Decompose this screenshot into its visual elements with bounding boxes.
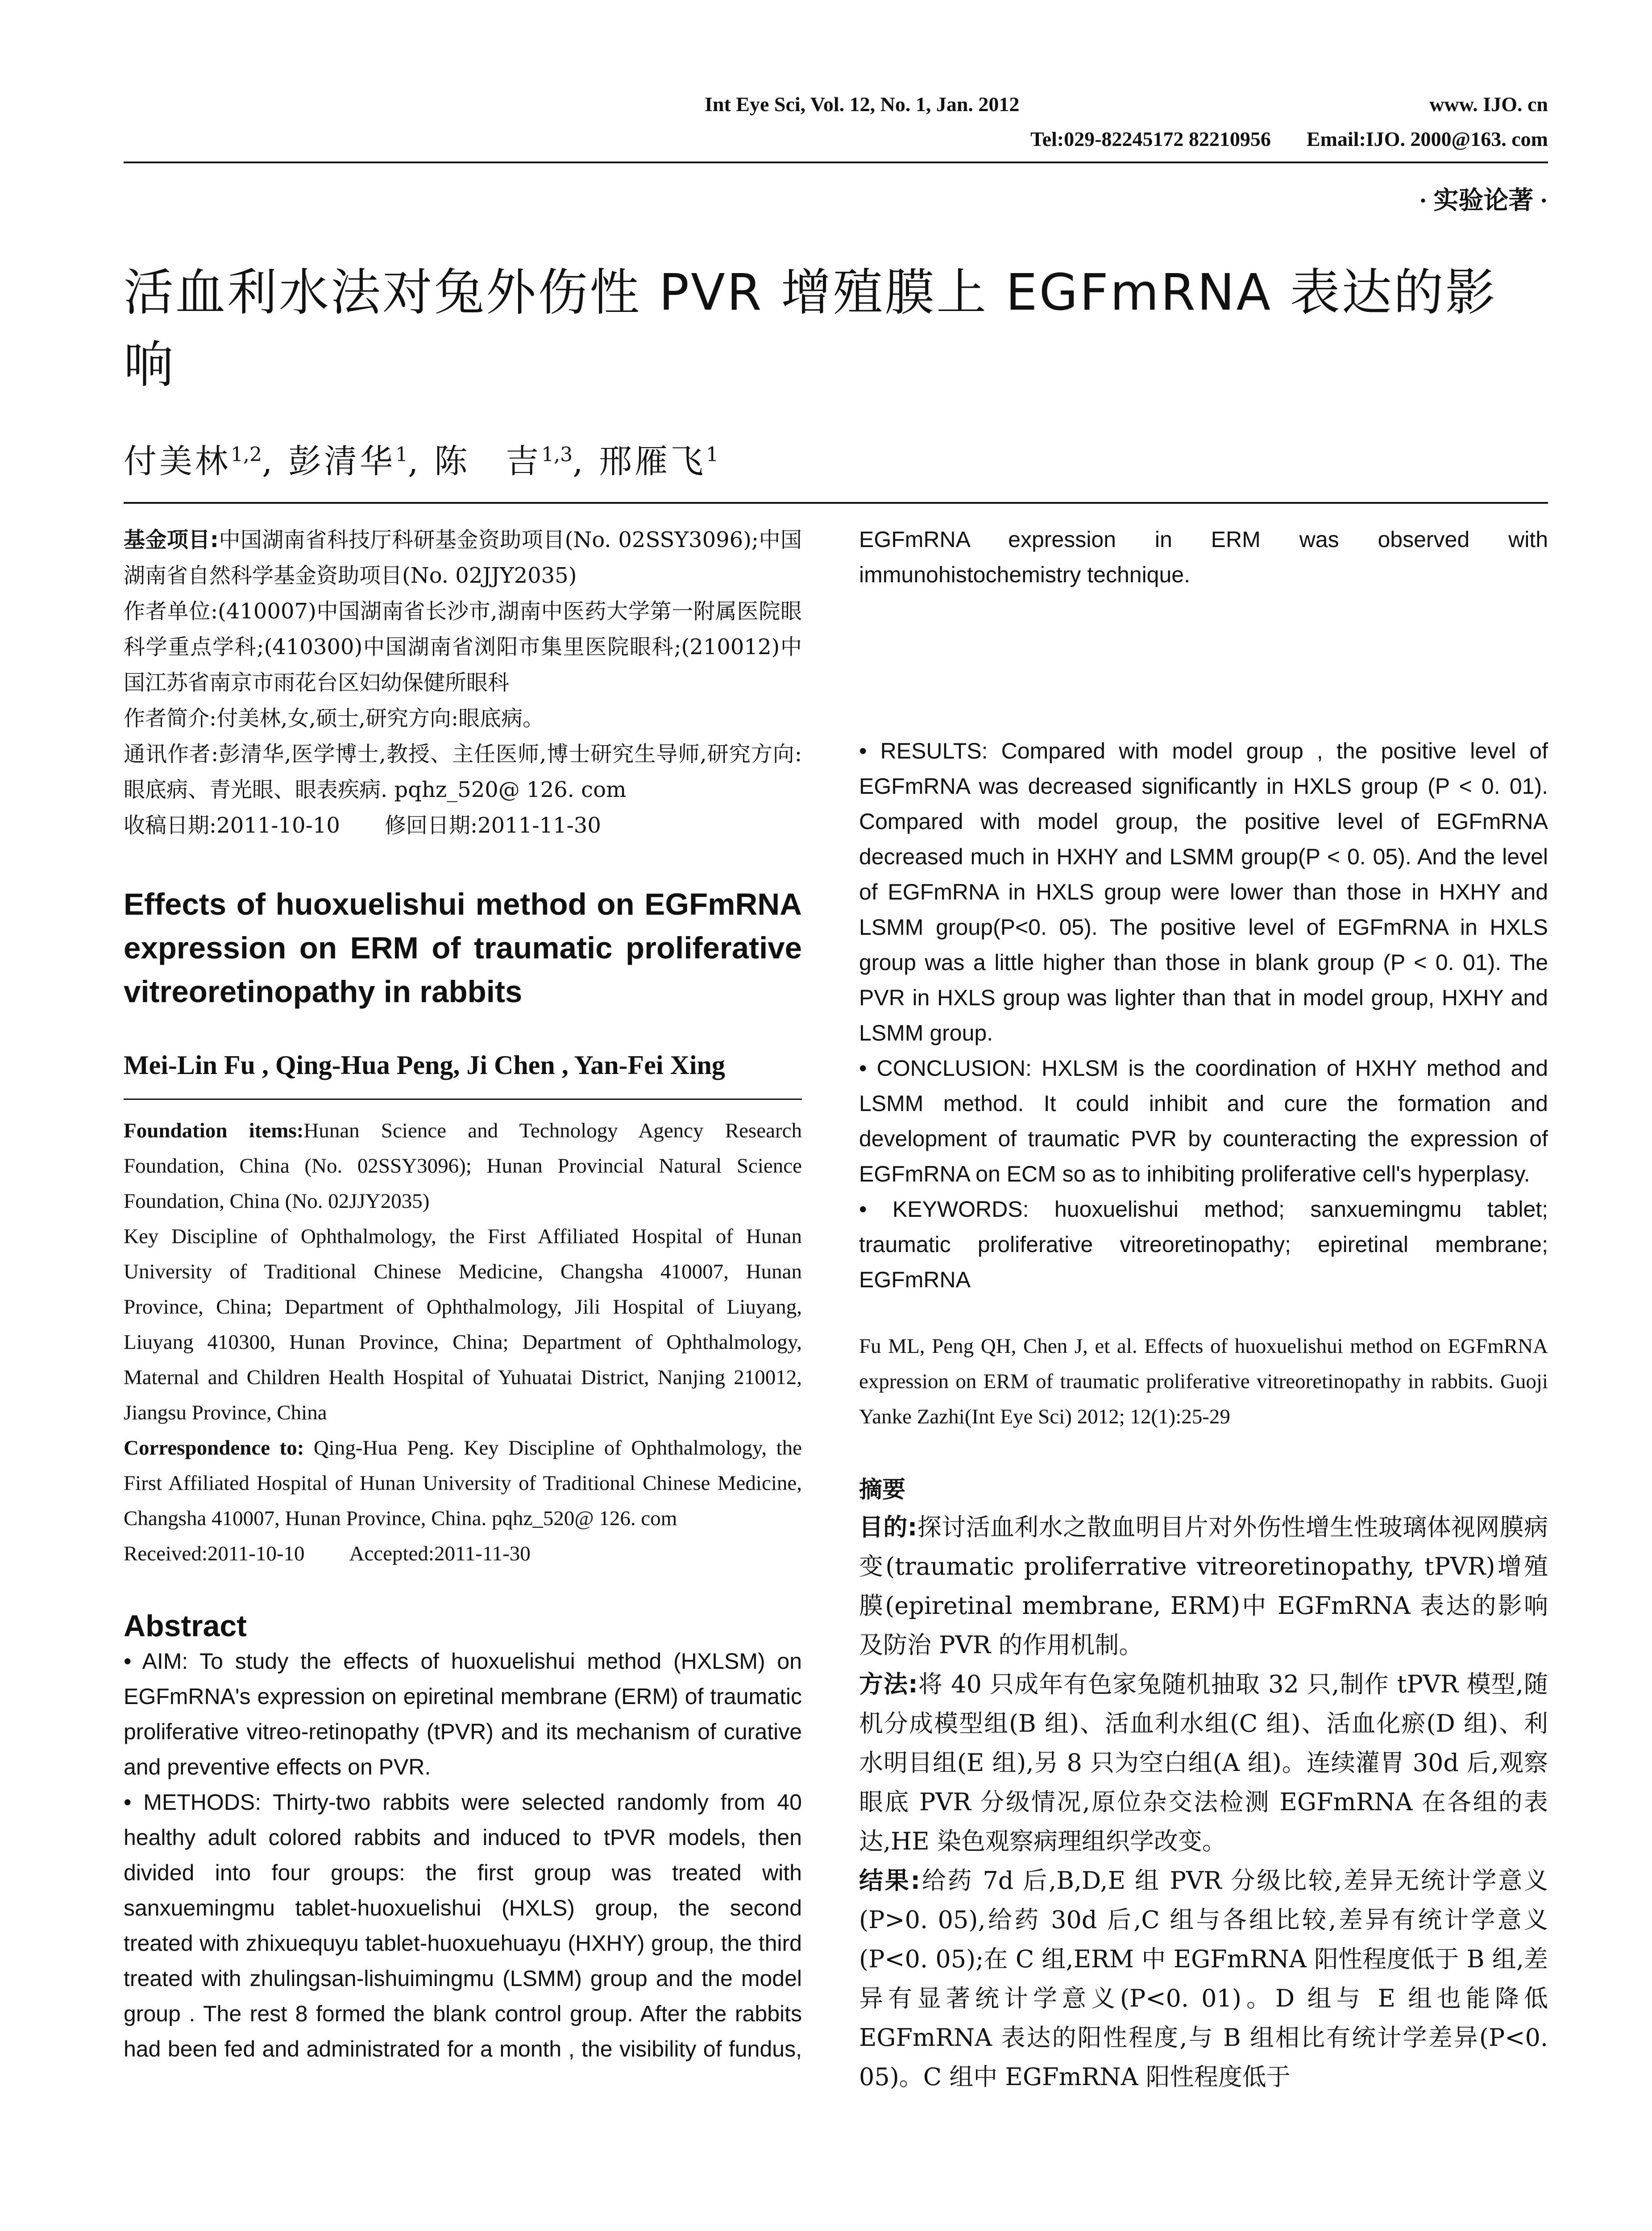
cn-abstract-results-label: 结果: bbox=[859, 1866, 921, 1895]
cn-front-matter bbox=[124, 522, 802, 843]
cn-correspondence: 通讯作者:彭清华,医学博士,教授、主任医师,博士研究生导师,研究方向:眼底病、青光眼、眼表疾病. pqhz_520@ 126. com bbox=[124, 742, 802, 802]
en-correspondence-label: Correspondence to: bbox=[124, 1436, 304, 1460]
cn-abstract-methods-label: 方法: bbox=[859, 1670, 918, 1698]
abstract-heading: Abstract bbox=[124, 1609, 247, 1643]
abstract-methods-overflow: EGFmRNA expression in ERM was observed with immunohistochemistry technique. bbox=[859, 527, 1548, 587]
cn-foundation-text: 中国湖南省科技厅科研基金资助项目(No. 02SSY3096);中国湖南省自然科学基金资助项目(No. 02JJY2035) bbox=[124, 527, 802, 588]
journal-website[interactable]: www. IJO. cn bbox=[1429, 93, 1548, 116]
author-cn: 付美林 bbox=[124, 442, 231, 481]
author-affiliation-mark: 1 bbox=[395, 443, 408, 466]
authors-en: Mei-Lin Fu , Qing-Hua Peng, Ji Chen , Yan-Fei Xing bbox=[124, 1050, 725, 1080]
cn-abstract-methods-text: 将 40 只成年有色家兔随机抽取 32 只,制作 tPVR 模型,随机分成模型组(B 组)、活血利水组(C 组)、活血化瘀(D 组)、利水明目组(E 组),另 8 只为空白组(A 组)。连续灌胃 30d 后,观察眼底 PVR 分级情况,原位杂交法检测 EGFmRNA 在各组的表达,HE 染色观察病理组织学改变。 bbox=[859, 1670, 1548, 1855]
abstract-methods-continued bbox=[859, 522, 1548, 734]
author-cn: 陈 吉 bbox=[434, 442, 542, 481]
author-separator: , bbox=[573, 442, 586, 481]
cn-abstract-aim bbox=[859, 1508, 1548, 1665]
author-separator: , bbox=[261, 442, 275, 481]
cn-abstract-results-text: 给药 7d 后,B,D,E 组 PVR 分级比较,差异无统计学意义(P>0. 05),给药 30d 后,C 组与各组比较,差异有统计学意义(P<0. 05);在 C 组,ERM 中 EGFmRNA 阳性程度低于 B 组,差异有显著统计学意义(P<0. 01)。D 组与 E 组也能降低 EGFmRNA 表达的阳性程度,与 B 组相比有统计学差异(P<0. 05)。C 组中 EGFmRNA 阳性程度低于 bbox=[859, 1866, 1548, 2091]
cn-abstract-heading: 摘要 bbox=[859, 1476, 906, 1503]
en-affiliations: Key Discipline of Ophthalmology, the First Affiliated Hospital of Hunan University of Traditional Chinese Medicine, Changsha 410007, Hunan Province, China; Department of Ophthalmology, Jili Hospital of Liuyang, Liuyang 410300, Hunan Province, China; Department of Ophthalmology, Maternal and Children Health Hospital of Yuhuatai District, Nanjing 210012, Jiangsu Province, China bbox=[124, 1225, 802, 1424]
cn-foundation-label: 基金项目: bbox=[124, 527, 219, 552]
author-affiliation-mark: 1,2 bbox=[231, 443, 262, 466]
author-cn: 邢雁飞 bbox=[599, 442, 706, 481]
en-foundation-text: Hunan Science and Technology Agency Research Foundation, China (No. 02SSY3096); Hunan Provincial Natural Science Foundation, China (No. 02JJY2035) bbox=[124, 1119, 802, 1213]
en-correspondence-text: Qing-Hua Peng. Key Discipline of Ophthalmology, the First Affiliated Hospital of Hunan University of Traditional Chinese Medicine, Changsha 410007, Hunan Province, China. pqhz_520@ 126. com bbox=[124, 1436, 802, 1530]
authors-rule bbox=[124, 1099, 802, 1100]
header-rule bbox=[124, 162, 1548, 163]
cn-abstract-aim-label: 目的: bbox=[859, 1513, 917, 1541]
en-accepted-date: Accepted:2011-11-30 bbox=[349, 1542, 531, 1565]
cn-author-bio: 作者简介:付美林,女,硕士,研究方向:眼底病。 bbox=[124, 706, 544, 731]
cn-abstract-methods bbox=[859, 1665, 1548, 1861]
section-label: · 实验论著 · bbox=[1419, 187, 1548, 215]
header-line-2 bbox=[124, 122, 1548, 157]
journal-tel: Tel:029-82245172 82210956 bbox=[1030, 128, 1271, 150]
cn-affiliation: 作者单位:(410007)中国湖南省长沙市,湖南中医药大学第一附属医院眼科学重点学科;(410300)中国湖南省浏阳市集里医院眼科;(210012)中国江苏省南京市雨花台区妇幼保健所眼科 bbox=[124, 599, 802, 695]
en-foundation bbox=[124, 1113, 802, 1219]
right-column bbox=[859, 522, 1548, 2097]
journal-citation-line: Int Eye Sci, Vol. 12, No. 1, Jan. 2012 bbox=[705, 93, 1020, 116]
cn-dates bbox=[124, 808, 802, 843]
cn-foundation bbox=[124, 522, 802, 593]
cn-received-date: 收稿日期:2011-10-10 bbox=[124, 813, 340, 838]
author-affiliation-mark: 1 bbox=[706, 443, 719, 466]
cn-revised-date: 修回日期:2011-11-30 bbox=[384, 813, 601, 838]
abstract-results: • RESULTS: Compared with model group , the positive level of EGFmRNA was decreased significantly in HXLS group (P < 0. 01). Compared with model group, the positive level of EGFmRNA decreased much in HXHY and LSMM group(P < 0. 05). And the level of EGFmRNA in HXLS group were lower than those in HXHY and LSMM group(P<0. 05). The positive level of EGFmRNA in HXLS group was a little higher than those in blank group (P < 0. 01). The PVR in HXLS group was lighter than that in model group, HXHY and LSMM group. bbox=[859, 738, 1548, 1045]
en-correspondence bbox=[124, 1431, 802, 1536]
abstract-keywords: • KEYWORDS: huoxuelishui method; sanxuemingmu tablet; traumatic proliferative vitreoretinopathy; epiretinal membrane; EGFmRNA bbox=[859, 1197, 1548, 1292]
header-line-1 bbox=[124, 87, 1548, 122]
abstract-aim: • AIM: To study the effects of huoxuelishui method (HXLSM) on EGFmRNA's expression on epiretinal membrane (ERM) of traumatic proliferative vitreo-retinopathy (tPVR) and its mechanism of curative and preventive effects on PVR. bbox=[124, 1649, 802, 1779]
title-rule bbox=[124, 502, 1548, 504]
citation: Fu ML, Peng QH, Chen J, et al. Effects of huoxuelishui method on EGFmRNA expression on ERM of traumatic proliferative vitreoretinopathy in rabbits. Guoji Yanke Zazhi(Int Eye Sci) 2012; 12(1):25-29 bbox=[859, 1335, 1548, 1428]
article-title-en: Effects of huoxuelishui method on EGFmRNA expression on ERM of traumatic proliferative vitreoretinopathy in rabbits bbox=[124, 887, 802, 1009]
cn-abstract-body bbox=[859, 1508, 1548, 2097]
abstract-conclusion: • CONCLUSION: HXLSM is the coordination of HXHY method and LSMM method. It could inhibit and cure the formation and development of traumatic PVR by counteracting the expression of EGFmRNA on ECM so as to inhibiting proliferative cell's hyperplasy. bbox=[859, 1056, 1548, 1186]
cn-abstract-aim-text: 探讨活血利水之散血明目片对外伤性增生性玻璃体视网膜病变(traumatic proliferrative vitreoretinopathy, tPVR)增殖膜(epiretinal membrane, ERM)中 EGFmRNA 表达的影响及防治 PVR 的作用机制。 bbox=[859, 1513, 1548, 1659]
journal-email[interactable]: Email:IJO. 2000@163. com bbox=[1306, 128, 1548, 150]
left-column bbox=[124, 522, 802, 2067]
author-cn: 彭清华 bbox=[288, 442, 396, 481]
cn-abstract-results bbox=[859, 1861, 1548, 2097]
authors-cn bbox=[124, 435, 718, 482]
en-received-date: Received:2011-10-10 bbox=[124, 1542, 305, 1565]
abstract-body-left bbox=[124, 1644, 802, 2067]
author-affiliation-mark: 1,3 bbox=[541, 443, 573, 466]
article-title-cn: 活血利水法对兔外伤性 PVR 增殖膜上 EGFmRNA 表达的影响 bbox=[124, 264, 1497, 394]
en-foundation-label: Foundation items: bbox=[124, 1119, 304, 1142]
running-header bbox=[124, 87, 1548, 157]
author-separator: , bbox=[408, 442, 421, 481]
en-front-matter bbox=[124, 1113, 802, 1572]
en-dates bbox=[124, 1536, 802, 1572]
abstract-body-right bbox=[859, 522, 1548, 1298]
abstract-methods: • METHODS: Thirty-two rabbits were selected randomly from 40 healthy adult colored rabbits and induced to tPVR models, then divided into four groups: the first group was treated with sanxuemingmu tablet-huoxuelishui (HXLS) group, the second treated with zhixuequyu tablet-huoxuehuayu (HXHY) group, the third treated with zhulingsan-lishuimingmu (LSMM) group and the model group . The rest 8 formed the blank control group. After the rabbits had been fed and administrated for a month , the visibility of fundus, bbox=[124, 1790, 802, 2061]
